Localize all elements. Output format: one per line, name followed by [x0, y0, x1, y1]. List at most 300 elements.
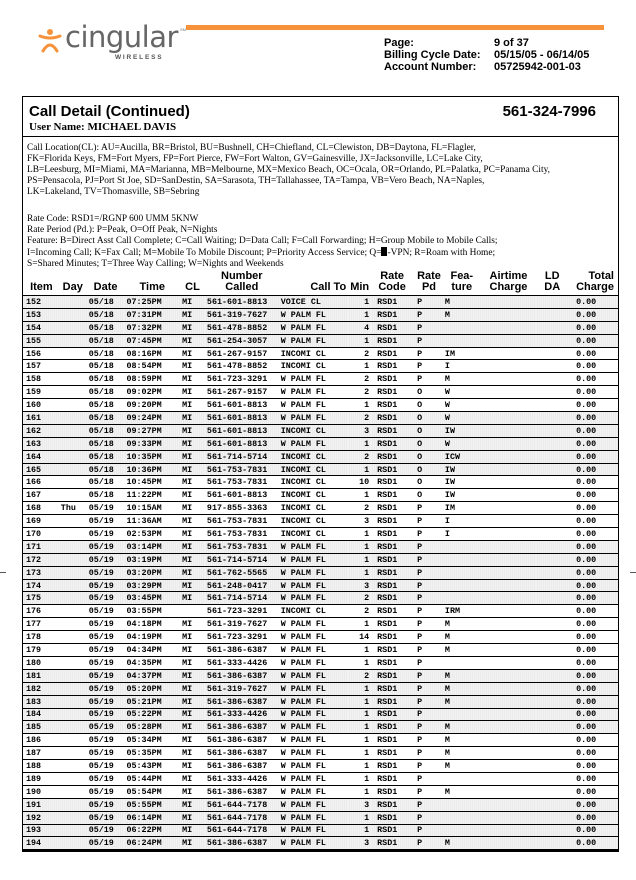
cell-min: 2: [348, 605, 371, 618]
cell-date: 05/18: [87, 412, 125, 425]
cell-rate-pd: O: [409, 386, 443, 399]
cell-total-charge: 0.00: [568, 592, 618, 605]
cell-rate-code: RSD1: [371, 540, 409, 553]
cell-rate-code: RSD1: [371, 502, 409, 515]
cell-day: [59, 424, 87, 437]
cell-feature: IW: [443, 489, 481, 502]
cell-total-charge: 0.00: [568, 824, 618, 837]
cell-call-to: W PALM FL: [279, 553, 349, 566]
cell-number-called: 561-478-8852: [205, 321, 279, 334]
cell-number-called: 561-644-7178: [205, 824, 279, 837]
cell-rate-code: RSD1: [371, 618, 409, 631]
table-row: [23, 798, 618, 811]
cell-number-called: 561-714-5714: [205, 553, 279, 566]
cell-day: [59, 798, 87, 811]
cell-day: [59, 721, 87, 734]
cell-item: 161: [23, 412, 59, 425]
cell-call-to: W PALM FL: [279, 721, 349, 734]
cell-time: 05:35PM: [124, 747, 180, 760]
table-row: [23, 489, 618, 502]
cell-rate-code: RSD1: [371, 708, 409, 721]
cell-ld-da: [536, 644, 568, 657]
cell-feature: M: [443, 837, 481, 850]
cell-rate-code: RSD1: [371, 772, 409, 785]
cell-number-called: 561-319-7627: [205, 618, 279, 631]
cell-cl: MI: [180, 437, 205, 450]
cell-time: 09:33PM: [124, 437, 180, 450]
cell-rate-pd: O: [409, 424, 443, 437]
cell-airtime-charge: [481, 424, 537, 437]
cell-item: 157: [23, 360, 59, 373]
table-row: [23, 592, 618, 605]
cell-feature: W: [443, 437, 481, 450]
cell-rate-pd: P: [409, 798, 443, 811]
table-row: [23, 540, 618, 553]
cell-feature: I: [443, 515, 481, 528]
cell-rate-code: RSD1: [371, 631, 409, 644]
cell-rate-pd: P: [409, 308, 443, 321]
cell-min: 1: [348, 708, 371, 721]
cell-cl: [180, 605, 205, 618]
cell-feature: IW: [443, 424, 481, 437]
cell-ld-da: [536, 399, 568, 412]
cell-time: 05:44PM: [124, 772, 180, 785]
table-body: [23, 296, 618, 850]
cell-time: 09:27PM: [124, 424, 180, 437]
cell-ld-da: [536, 734, 568, 747]
cell-airtime-charge: [481, 695, 537, 708]
cell-number-called: 561-386-6387: [205, 669, 279, 682]
cell-day: [59, 695, 87, 708]
legend: [23, 137, 618, 270]
table-row: [23, 618, 618, 631]
billing-cycle-row: [384, 49, 589, 61]
cell-day: [59, 540, 87, 553]
cell-call-to: W PALM FL: [279, 695, 349, 708]
cell-date: 05/18: [87, 437, 125, 450]
cell-total-charge: 0.00: [568, 811, 618, 824]
cell-ld-da: [536, 747, 568, 760]
cell-item: 158: [23, 373, 59, 386]
cell-rate-pd: P: [409, 592, 443, 605]
table-row: [23, 463, 618, 476]
cell-time: 04:34PM: [124, 644, 180, 657]
cell-time: 08:54PM: [124, 360, 180, 373]
cell-airtime-charge: [481, 644, 537, 657]
cell-airtime-charge: [481, 386, 537, 399]
cell-total-charge: 0.00: [568, 463, 618, 476]
cell-item: 179: [23, 644, 59, 657]
cell-number-called: 561-386-6387: [205, 644, 279, 657]
table-row: [23, 566, 618, 579]
cell-ld-da: [536, 540, 568, 553]
cell-number-called: 561-723-3291: [205, 373, 279, 386]
cell-rate-pd: P: [409, 811, 443, 824]
cell-number-called: 561-644-7178: [205, 798, 279, 811]
cell-cl: MI: [180, 347, 205, 360]
cell-cl: MI: [180, 592, 205, 605]
cell-total-charge: 0.00: [568, 386, 618, 399]
cell-min: 2: [348, 386, 371, 399]
cell-cl: MI: [180, 553, 205, 566]
cell-ld-da: [536, 553, 568, 566]
account-number-row: [384, 61, 589, 73]
cell-cl: MI: [180, 399, 205, 412]
cell-rate-pd: O: [409, 489, 443, 502]
cell-item: 176: [23, 605, 59, 618]
cell-number-called: 561-248-0417: [205, 579, 279, 592]
table-row: [23, 734, 618, 747]
cell-item: 193: [23, 824, 59, 837]
table-row: [23, 373, 618, 386]
cell-rate-pd: O: [409, 450, 443, 463]
cell-ld-da: [536, 476, 568, 489]
cell-number-called: 917-855-3363: [205, 502, 279, 515]
table-row: [23, 360, 618, 373]
cell-call-to: W PALM FL: [279, 399, 349, 412]
col-min: Min: [350, 281, 370, 293]
cell-day: [59, 824, 87, 837]
cell-min: 2: [348, 450, 371, 463]
table-row: [23, 682, 618, 695]
cell-date: 05/19: [87, 837, 125, 850]
feature-legend-line-2: I=Incoming Call; K=Fax Call; M=Mobile To Mobile Discount; P=Priority Access Service; Q= -VPN; R=Roam with Home;: [27, 248, 496, 258]
cell-time: 02:53PM: [124, 528, 180, 541]
cell-min: 2: [348, 373, 371, 386]
cell-number-called: 561-386-6387: [205, 747, 279, 760]
cell-rate-pd: P: [409, 656, 443, 669]
cell-item: 169: [23, 515, 59, 528]
cell-item: 192: [23, 811, 59, 824]
cell-item: 183: [23, 695, 59, 708]
cell-rate-code: RSD1: [371, 656, 409, 669]
cell-number-called: 561-753-7831: [205, 540, 279, 553]
cell-feature: [443, 540, 481, 553]
cell-airtime-charge: [481, 605, 537, 618]
cell-day: [59, 308, 87, 321]
brand-trademark: SM: [180, 27, 186, 32]
cell-call-to: W PALM FL: [279, 373, 349, 386]
cell-day: [59, 656, 87, 669]
cell-ld-da: [536, 631, 568, 644]
cell-rate-code: RSD1: [371, 437, 409, 450]
cell-date: 05/19: [87, 811, 125, 824]
cell-time: 05:20PM: [124, 682, 180, 695]
cell-item: 164: [23, 450, 59, 463]
cell-min: 3: [348, 424, 371, 437]
cell-time: 05:43PM: [124, 760, 180, 773]
cell-cl: MI: [180, 772, 205, 785]
cell-number-called: 561-319-7627: [205, 682, 279, 695]
col-number-called: Number Called: [221, 270, 263, 293]
cell-rate-pd: P: [409, 747, 443, 760]
cell-number-called: 561-254-3057: [205, 334, 279, 347]
cell-total-charge: 0.00: [568, 644, 618, 657]
table-row: [23, 450, 618, 463]
table-row: [23, 528, 618, 541]
cell-number-called: 561-762-5565: [205, 566, 279, 579]
cell-day: [59, 760, 87, 773]
cell-ld-da: [536, 308, 568, 321]
cell-time: 03:29PM: [124, 579, 180, 592]
cell-feature: [443, 824, 481, 837]
cell-ld-da: [536, 463, 568, 476]
cell-total-charge: 0.00: [568, 296, 618, 309]
cell-rate-pd: P: [409, 360, 443, 373]
cell-min: 2: [348, 347, 371, 360]
cell-min: 1: [348, 785, 371, 798]
cell-time: 04:37PM: [124, 669, 180, 682]
cell-feature: M: [443, 373, 481, 386]
cell-time: 03:20PM: [124, 566, 180, 579]
table-row: [23, 811, 618, 824]
cell-call-to: W PALM FL: [279, 747, 349, 760]
cell-day: [59, 296, 87, 309]
cell-airtime-charge: [481, 811, 537, 824]
cell-date: 05/19: [87, 824, 125, 837]
cell-date: 05/19: [87, 644, 125, 657]
cell-feature: [443, 811, 481, 824]
cell-date: 05/19: [87, 579, 125, 592]
cell-feature: [443, 708, 481, 721]
cell-day: [59, 515, 87, 528]
cell-day: [59, 450, 87, 463]
cell-item: 194: [23, 837, 59, 850]
cell-item: 190: [23, 785, 59, 798]
cell-day: [59, 386, 87, 399]
cell-total-charge: 0.00: [568, 747, 618, 760]
cell-airtime-charge: [481, 669, 537, 682]
cell-min: 1: [348, 399, 371, 412]
cell-item: 152: [23, 296, 59, 309]
cell-ld-da: [536, 656, 568, 669]
cell-rate-code: RSD1: [371, 592, 409, 605]
cell-cl: MI: [180, 824, 205, 837]
table-row: [23, 605, 618, 618]
call-location-line: LB=Leesburg, MI=Miami, MA=Marianna, MB=Melbourne, MX=Mexico Beach, OC=Ocala, OR=Orlando, PL=Palatka, PC=Panama City,: [27, 165, 551, 175]
cell-date: 05/19: [87, 747, 125, 760]
cell-total-charge: 0.00: [568, 502, 618, 515]
cell-feature: M: [443, 734, 481, 747]
cell-feature: [443, 579, 481, 592]
table-row: [23, 553, 618, 566]
cell-airtime-charge: [481, 682, 537, 695]
cell-ld-da: [536, 605, 568, 618]
cell-airtime-charge: [481, 515, 537, 528]
cell-airtime-charge: [481, 399, 537, 412]
cell-number-called: 561-333-4426: [205, 656, 279, 669]
cell-call-to: W PALM FL: [279, 321, 349, 334]
cell-date: 05/18: [87, 450, 125, 463]
cell-rate-pd: P: [409, 553, 443, 566]
cell-day: [59, 463, 87, 476]
cell-time: 06:14PM: [124, 811, 180, 824]
cell-date: 05/18: [87, 424, 125, 437]
cell-rate-pd: P: [409, 618, 443, 631]
cell-item: 171: [23, 540, 59, 553]
cell-date: 05/19: [87, 502, 125, 515]
cell-min: 1: [348, 334, 371, 347]
cell-cl: MI: [180, 515, 205, 528]
cell-time: 06:22PM: [124, 824, 180, 837]
cell-rate-pd: P: [409, 579, 443, 592]
cell-ld-da: [536, 682, 568, 695]
cell-feature: IRM: [443, 605, 481, 618]
cell-airtime-charge: [481, 772, 537, 785]
cell-feature: ICW: [443, 450, 481, 463]
cell-rate-code: RSD1: [371, 334, 409, 347]
cell-min: 1: [348, 296, 371, 309]
cell-ld-da: [536, 515, 568, 528]
cell-cl: MI: [180, 734, 205, 747]
col-call-to: Call To: [310, 281, 347, 293]
cell-total-charge: 0.00: [568, 669, 618, 682]
cell-feature: W: [443, 412, 481, 425]
cell-rate-code: RSD1: [371, 734, 409, 747]
table-row: [23, 760, 618, 773]
cell-date: 05/19: [87, 682, 125, 695]
cell-time: 09:02PM: [124, 386, 180, 399]
cell-date: 05/19: [87, 631, 125, 644]
cell-min: 1: [348, 760, 371, 773]
cell-time: 05:22PM: [124, 708, 180, 721]
section-header: [23, 97, 618, 137]
cell-feature: [443, 656, 481, 669]
cell-time: 03:14PM: [124, 540, 180, 553]
cell-day: [59, 412, 87, 425]
cell-time: 07:25PM: [124, 296, 180, 309]
cell-ld-da: [536, 321, 568, 334]
col-day: Day: [62, 281, 83, 293]
cell-airtime-charge: [481, 631, 537, 644]
cell-rate-code: RSD1: [371, 579, 409, 592]
cell-time: 11:36AM: [124, 515, 180, 528]
cell-time: 09:20PM: [124, 399, 180, 412]
cell-day: [59, 360, 87, 373]
billing-cycle-label: Billing Cycle Date:: [384, 49, 481, 61]
cell-total-charge: 0.00: [568, 373, 618, 386]
cell-day: [59, 566, 87, 579]
cell-cl: MI: [180, 321, 205, 334]
cell-min: 1: [348, 360, 371, 373]
table-row: [23, 321, 618, 334]
cell-cl: MI: [180, 296, 205, 309]
cell-rate-code: RSD1: [371, 811, 409, 824]
cell-airtime-charge: [481, 566, 537, 579]
cell-cl: MI: [180, 669, 205, 682]
cell-rate-pd: P: [409, 734, 443, 747]
cell-airtime-charge: [481, 437, 537, 450]
cell-rate-code: RSD1: [371, 682, 409, 695]
cell-day: [59, 321, 87, 334]
cell-day: [59, 669, 87, 682]
cell-cl: MI: [180, 424, 205, 437]
cell-feature: M: [443, 618, 481, 631]
rate-period-legend: Rate Period (Pd.): P=Peak, O=Off Peak, N=Nights: [27, 225, 218, 235]
cell-total-charge: 0.00: [568, 360, 618, 373]
cell-ld-da: [536, 347, 568, 360]
cell-ld-da: [536, 837, 568, 850]
cell-feature: W: [443, 386, 481, 399]
col-feature: Fea- ture: [450, 270, 474, 293]
cell-ld-da: [536, 669, 568, 682]
cell-min: 1: [348, 308, 371, 321]
cell-cl: MI: [180, 476, 205, 489]
cell-ld-da: [536, 334, 568, 347]
page-label: Page:: [384, 37, 414, 49]
cell-min: 2: [348, 412, 371, 425]
cell-rate-code: RSD1: [371, 824, 409, 837]
cell-ld-da: [536, 373, 568, 386]
cell-total-charge: 0.00: [568, 579, 618, 592]
cell-item: 170: [23, 528, 59, 541]
cell-min: 1: [348, 644, 371, 657]
cell-day: [59, 476, 87, 489]
cell-ld-da: [536, 695, 568, 708]
cell-total-charge: 0.00: [568, 682, 618, 695]
cell-date: 05/19: [87, 734, 125, 747]
cell-total-charge: 0.00: [568, 321, 618, 334]
cell-rate-code: RSD1: [371, 721, 409, 734]
cell-airtime-charge: [481, 618, 537, 631]
cell-min: 1: [348, 437, 371, 450]
cell-total-charge: 0.00: [568, 566, 618, 579]
cell-total-charge: 0.00: [568, 721, 618, 734]
cell-item: 167: [23, 489, 59, 502]
cell-total-charge: 0.00: [568, 618, 618, 631]
cell-date: 05/18: [87, 476, 125, 489]
cell-time: 04:19PM: [124, 631, 180, 644]
cell-airtime-charge: [481, 734, 537, 747]
cell-number-called: 561-644-7178: [205, 811, 279, 824]
cell-time: 03:19PM: [124, 553, 180, 566]
cell-item: 163: [23, 437, 59, 450]
cell-number-called: 561-386-6387: [205, 721, 279, 734]
cell-cl: MI: [180, 502, 205, 515]
call-detail-section: [22, 96, 619, 852]
call-location-line: LK=Lakeland, TV=Thomasville, SB=Sebring: [27, 187, 200, 197]
col-date: Date: [93, 281, 118, 293]
cell-total-charge: 0.00: [568, 695, 618, 708]
cell-time: 05:21PM: [124, 695, 180, 708]
cell-cl: MI: [180, 386, 205, 399]
cell-call-to: W PALM FL: [279, 540, 349, 553]
cell-cl: MI: [180, 656, 205, 669]
cell-call-to: W PALM FL: [279, 579, 349, 592]
cell-airtime-charge: [481, 528, 537, 541]
cell-day: [59, 618, 87, 631]
table-row: [23, 785, 618, 798]
cell-rate-pd: P: [409, 373, 443, 386]
cell-time: 07:45PM: [124, 334, 180, 347]
cell-item: 181: [23, 669, 59, 682]
cell-rate-pd: P: [409, 631, 443, 644]
cell-call-to: INCOMI CL: [279, 515, 349, 528]
cell-feature: IM: [443, 502, 481, 515]
cell-day: [59, 734, 87, 747]
cell-rate-code: RSD1: [371, 373, 409, 386]
cell-date: 05/18: [87, 489, 125, 502]
table-row: [23, 515, 618, 528]
cell-airtime-charge: [481, 373, 537, 386]
col-item: Item: [30, 281, 53, 293]
cell-date: 05/18: [87, 296, 125, 309]
cell-item: 154: [23, 321, 59, 334]
cell-number-called: 561-386-6387: [205, 734, 279, 747]
cell-airtime-charge: [481, 708, 537, 721]
cell-number-called: 561-601-8813: [205, 424, 279, 437]
cell-rate-pd: P: [409, 566, 443, 579]
